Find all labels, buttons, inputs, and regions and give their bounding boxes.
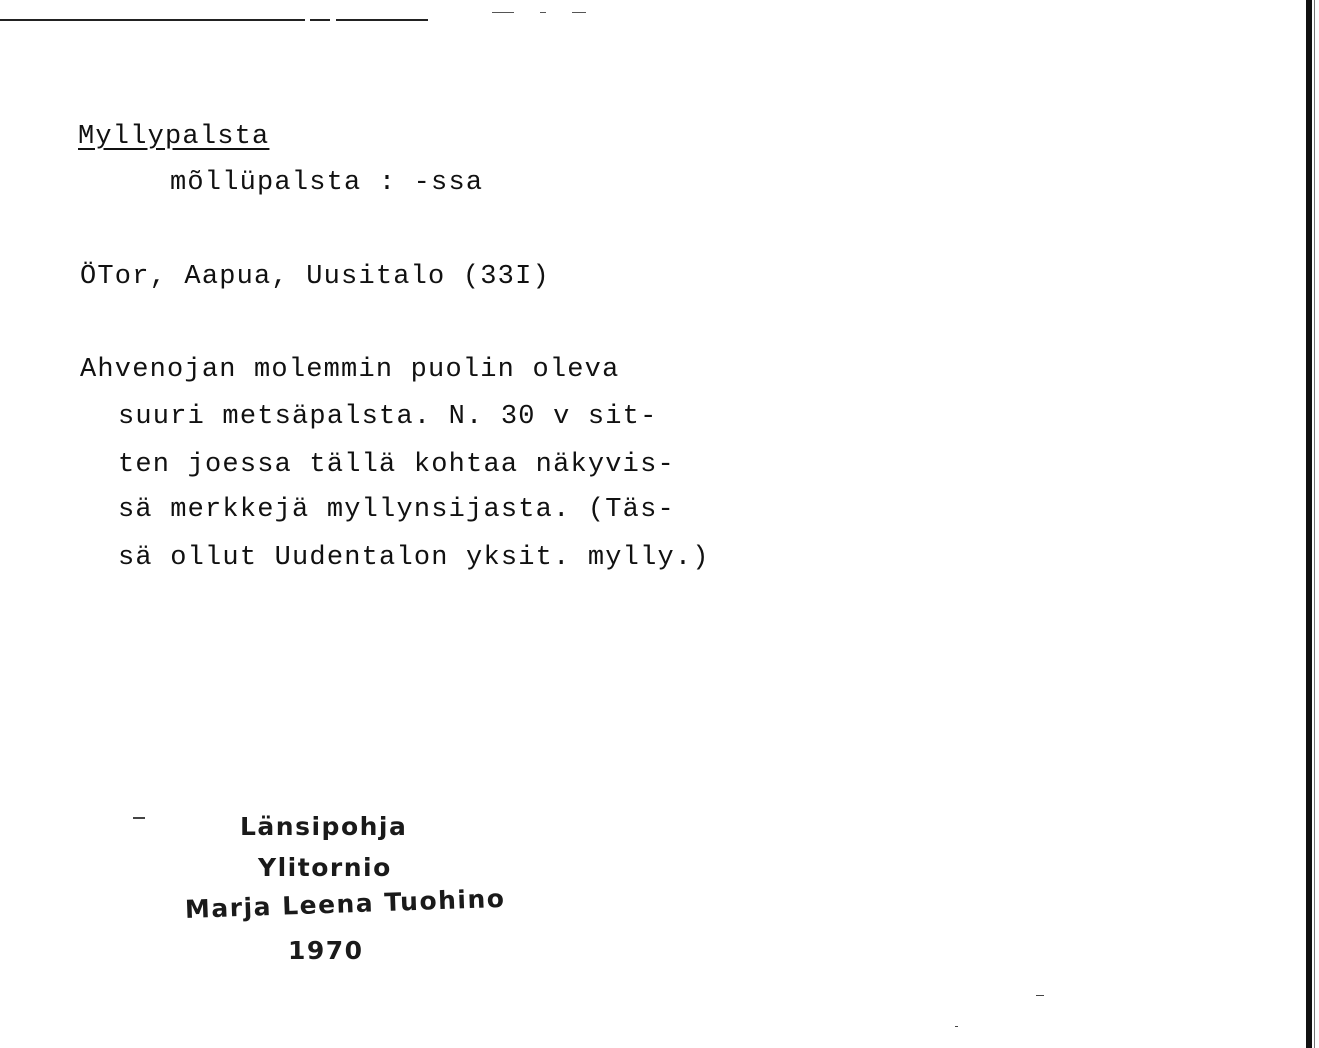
stamp-collector: Marja Leena Tuohino: [184, 883, 506, 924]
top-border-line: [0, 19, 305, 21]
card-right-edge-shadow: [1314, 0, 1315, 1048]
stamp-parish: Ylitornio: [258, 853, 392, 882]
top-border-line: [310, 19, 330, 21]
stamp-region: Länsipohja: [240, 812, 408, 841]
description-line: ten joessa tällä kohtaa näkyvis-: [118, 450, 675, 480]
pronunciation: mõllüpalsta : -ssa: [170, 168, 484, 198]
description-line: Ahvenojan molemmin puolin oleva: [80, 355, 620, 385]
headword: Myllypalsta: [78, 122, 270, 152]
description-line: sä ollut Uudentalon yksit. mylly.): [118, 543, 710, 573]
scan-speck: [133, 817, 145, 819]
top-border-dots: [572, 12, 586, 13]
card-right-edge: [1306, 0, 1312, 1048]
description-line: sä merkkejä myllynsijasta. (Täs-: [118, 495, 675, 525]
stamp-year: 1970: [288, 936, 364, 965]
location: ÖTor, Aapua, Uusitalo (33I): [80, 262, 550, 292]
scan-speck: [955, 1026, 958, 1027]
scan-speck: [1036, 995, 1044, 996]
description-line: suuri metsäpalsta. N. 30 v sit-: [118, 402, 658, 432]
top-border-line: [336, 19, 428, 21]
top-border-dots: [540, 12, 546, 13]
top-border-dots: [492, 12, 514, 13]
